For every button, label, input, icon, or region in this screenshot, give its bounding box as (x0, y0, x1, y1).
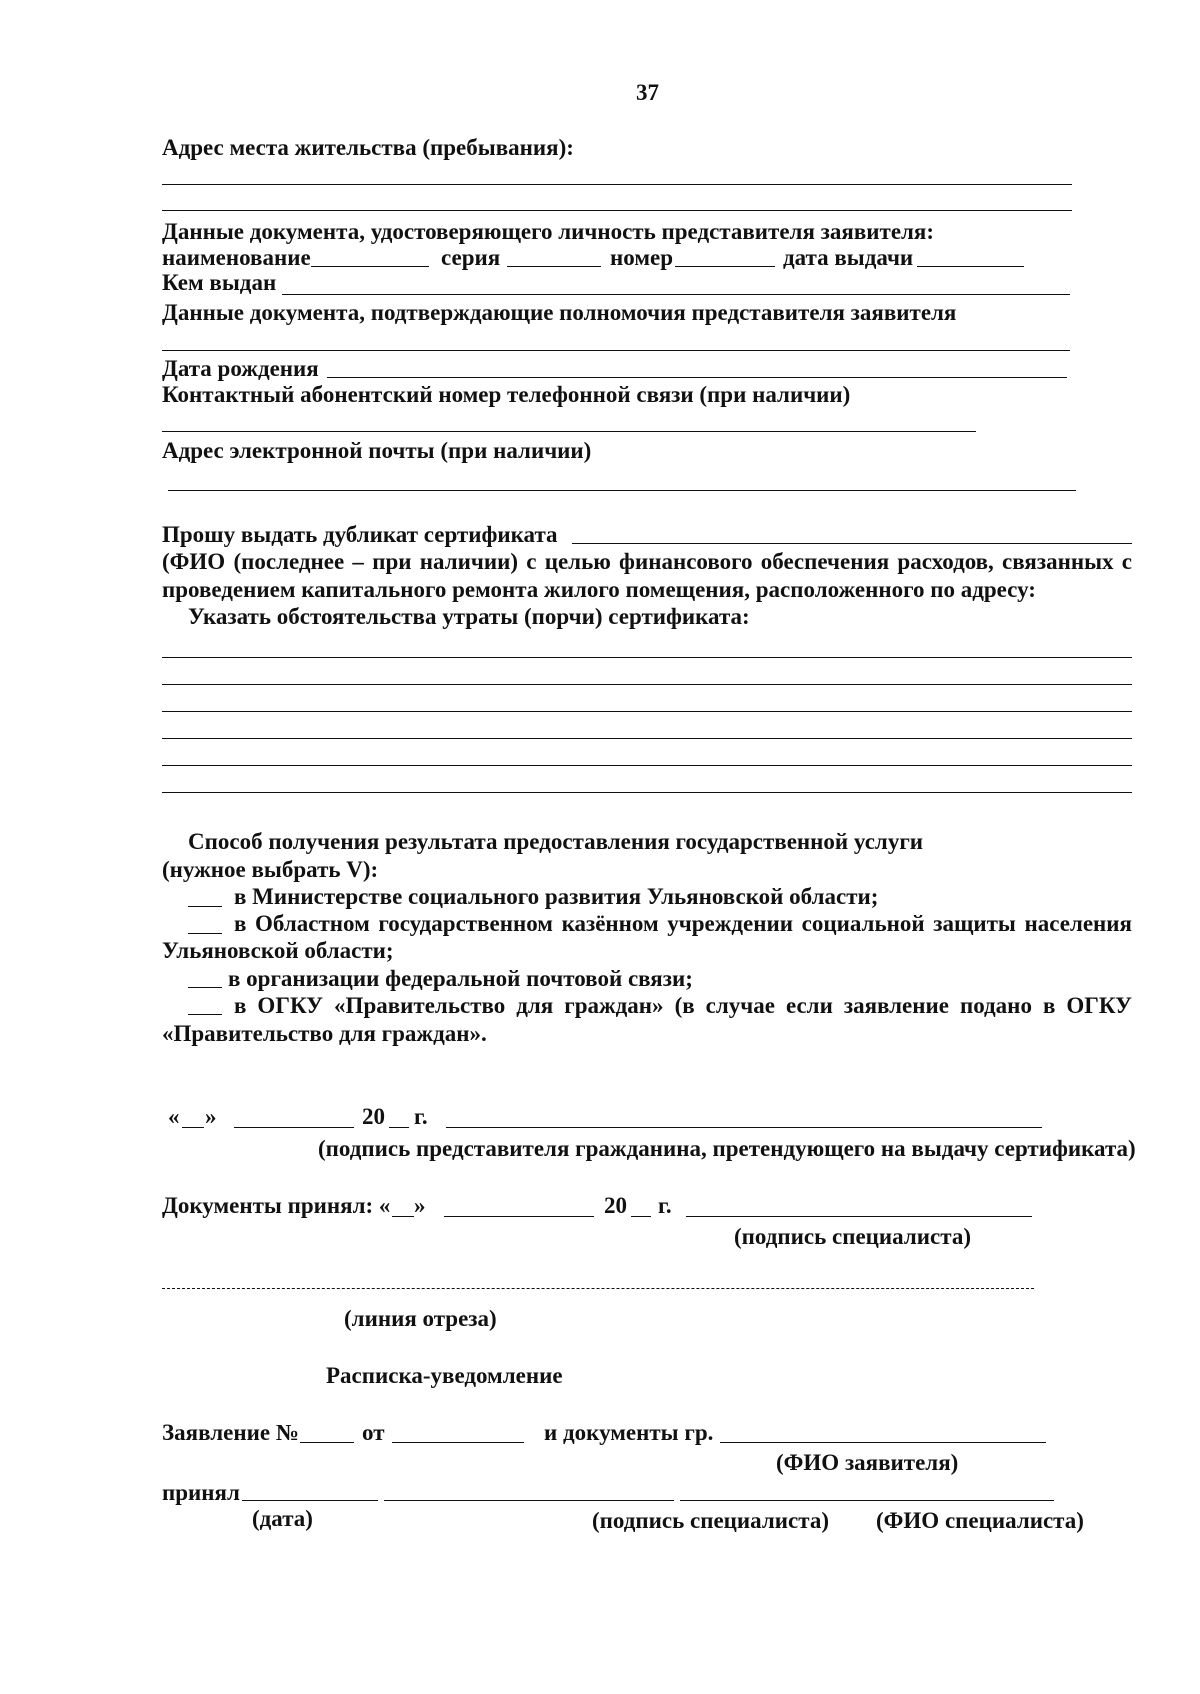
option-government-label-b: «Правительство для граждан». (162, 1021, 487, 1046)
birth-date-field[interactable] (327, 377, 1067, 378)
doc-series-field[interactable] (507, 266, 601, 267)
address-line-2[interactable] (162, 210, 1072, 211)
docs-accepted-year-field[interactable] (631, 1216, 651, 1217)
option-ministry-label: в Министерстве социального развития Ульяновской области; (234, 884, 879, 909)
signature-year-suffix: г. (414, 1104, 428, 1129)
representative-signature-field[interactable] (446, 1127, 1042, 1128)
representative-signature-caption: (подпись представителя гражданина, претендующего на выдачу сертификата) (318, 1136, 1136, 1161)
application-date-field[interactable] (392, 1442, 524, 1443)
loss-circumstances-line-2[interactable] (162, 684, 1132, 685)
address-label: Адрес места жительства (пребывания): (162, 135, 574, 160)
receipt-specialist-name-caption: (ФИО специалиста) (876, 1508, 1084, 1533)
authority-doc-heading: Данные документа, подтверждающие полномочия представителя заявителя (162, 300, 957, 325)
specialist-signature-field[interactable] (686, 1216, 1032, 1217)
page-number: 37 (636, 80, 659, 105)
signature-year-prefix: 20 (362, 1104, 385, 1129)
application-number-field[interactable] (300, 1442, 354, 1443)
loss-circumstances-line-4[interactable] (162, 738, 1132, 739)
phone-label: Контактный абонентский номер телефонной связи (при наличии) (162, 382, 851, 407)
receipt-specialist-signature-field[interactable] (384, 1500, 674, 1501)
applicant-name-field[interactable] (720, 1442, 1046, 1443)
doc-series-label: серия (441, 245, 501, 270)
receipt-specialist-name-field[interactable] (680, 1500, 1054, 1501)
signature-day-field[interactable] (182, 1127, 204, 1128)
option-government-checkbox[interactable] (188, 1014, 222, 1015)
doc-number-label: номер (610, 245, 673, 270)
address-line-1[interactable] (162, 184, 1072, 185)
loss-circumstances-line-1[interactable] (162, 657, 1132, 658)
docs-accepted-year-prefix: 20 (604, 1193, 627, 1218)
docs-accepted-month-field[interactable] (444, 1216, 594, 1217)
accepted-by-label: принял (162, 1480, 240, 1505)
option-government-label-a: в ОГКУ «Правительство для граждан» (в случае если заявление подано в ОГКУ (234, 993, 1132, 1018)
signature-date-close-quote: » (205, 1104, 217, 1129)
identity-doc-heading: Данные документа, удостоверяющего личность представителя заявителя: (162, 219, 935, 244)
application-from-label: от (362, 1420, 385, 1445)
signature-year-field[interactable] (389, 1127, 409, 1128)
cut-line (162, 1288, 1034, 1289)
doc-name-label: наименование (162, 245, 311, 270)
option-post-label: в организации федеральной почтовой связи; (228, 966, 693, 991)
receipt-specialist-signature-caption: (подпись специалиста) (592, 1508, 829, 1533)
specialist-signature-caption: (подпись специалиста) (734, 1224, 971, 1249)
issued-by-label: Кем выдан (162, 270, 277, 295)
cut-line-label: (линия отреза) (344, 1306, 497, 1331)
receipt-date-field[interactable] (242, 1500, 378, 1501)
loss-circumstances-line-3[interactable] (162, 711, 1132, 712)
docs-accepted-day-field[interactable] (392, 1216, 414, 1217)
phone-field[interactable] (162, 431, 976, 432)
applicant-name-caption: (ФИО заявителя) (776, 1450, 959, 1475)
request-line-1: Прошу выдать дубликат сертификата (162, 522, 558, 547)
delivery-method-line-2: (нужное выбрать V): (162, 857, 379, 882)
doc-name-field[interactable] (311, 266, 429, 267)
authority-doc-field[interactable] (162, 350, 1070, 351)
loss-circumstances-line-5[interactable] (162, 765, 1132, 766)
loss-circumstances-line-6[interactable] (162, 792, 1132, 793)
doc-issue-date-field[interactable] (917, 266, 1024, 267)
application-number-label: Заявление № (162, 1420, 299, 1445)
request-line-3: проведением капитального ремонта жилого помещения, расположенного по адресу: (162, 577, 1036, 602)
docs-accepted-close-quote: » (414, 1193, 426, 1218)
doc-number-field[interactable] (675, 266, 775, 267)
option-post-checkbox[interactable] (188, 987, 222, 988)
request-line-2: (ФИО (последнее – при наличии) с целью финансового обеспечения расходов, связанных с (162, 549, 1132, 574)
loss-circumstances-label: Указать обстоятельства утраты (порчи) сертификата: (188, 604, 750, 629)
delivery-method-line-1: Способ получения результата предоставления государственной услуги (188, 829, 924, 854)
docs-accepted-year-suffix: г. (658, 1193, 672, 1218)
option-ogku-social-label-b: Ульяновской области; (162, 938, 394, 963)
receipt-date-caption: (дата) (252, 1506, 313, 1531)
signature-month-field[interactable] (234, 1127, 354, 1128)
signature-date-open-quote: « (168, 1104, 180, 1129)
option-ministry-checkbox[interactable] (188, 906, 222, 907)
receipt-title: Расписка-уведомление (326, 1363, 563, 1388)
certificate-holder-field[interactable] (572, 543, 1132, 544)
email-label: Адрес электронной почты (при наличии) (162, 438, 592, 463)
doc-issue-date-label: дата выдачи (783, 245, 914, 270)
docs-accepted-label: Документы принял: « (162, 1193, 391, 1218)
option-ogku-social-checkbox[interactable] (188, 933, 222, 934)
application-docs-label: и документы гр. (544, 1420, 714, 1445)
email-field[interactable] (168, 490, 1076, 491)
issued-by-field[interactable] (282, 294, 1070, 295)
birth-date-label: Дата рождения (162, 356, 319, 381)
option-ogku-social-label-a: в Областном государственном казённом учреждении социальной защиты населения (234, 911, 1132, 936)
